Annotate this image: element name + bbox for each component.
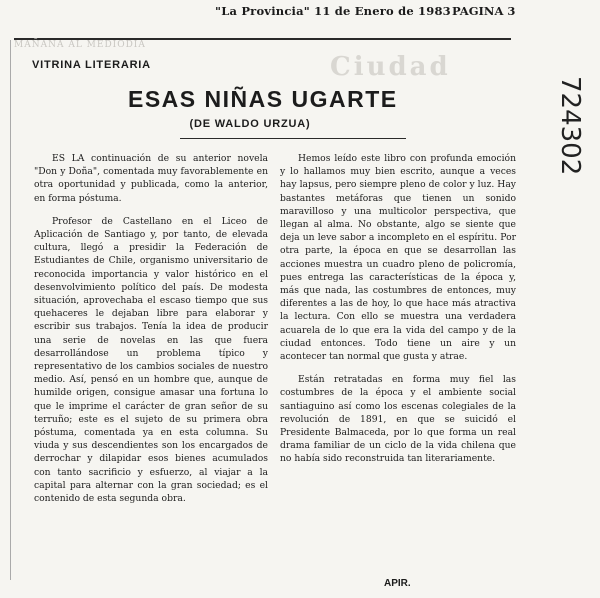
section-label: VITRINA LITERARIA xyxy=(32,59,151,71)
page-number-label: PAGINA 3 xyxy=(452,4,516,18)
article-title: ESAS NIÑAS UGARTE xyxy=(128,86,398,112)
left-border-rule xyxy=(10,40,11,580)
article-left-column xyxy=(34,152,268,515)
article-byline: (DE WALDO URZUA) xyxy=(189,118,311,130)
handwritten-catalog-number xyxy=(532,72,585,212)
faded-bleed-stamp: Ciudad xyxy=(330,52,451,82)
left-paragraph-2: Profesor de Castellano en el Liceo de Aplicación de Santiago y, por tanto, de elevada cultura, llegó a presidir la Federación de Estudiantes de Chile, organismo universitario de reconocida importancia y valor histórico en el desenvolvimiento político del país. De modesta situación, aprovechaba el escaso tiempo que sus quehaceres le dejaban libre para elaborar y escribir sus trabajos. Tenía la idea de producir una serie de novelas en las que fuera desarrollándose un problema típico y representativo de los cambios sociales de nuestro medio. Así, pensó en un hombre que, aunque de humilde origen, consigue amasar una fortuna lo que le imprime el carácter de gran señor de su terruño; este es el sujeto de su primera obra póstuma, comentada ya en esta columna. Su viuda y sus descendientes son los encargados de derrochar y dilapidar esos bienes acumulados con tanto sacrificio y esfuerzo, al viajar a la capital para alternar con la gran sociedad; es el contenido de esta segunda obra. xyxy=(34,215,268,505)
left-paragraph-1: ES LA continuación de su anterior novela "Don y Doña", comentada muy favorablemente en otra oportunidad y publicada, como la anterior, en forma póstuma. xyxy=(34,153,268,204)
publication-date-header: "La Provincia" 11 de Enero de 1983 xyxy=(215,4,451,18)
right-paragraph-1: Hemos leído este libro con profunda emoción y lo hallamos muy bien escrito, aunque a veces hay lapsus, pero siempre pleno de color y luz. Hay bastantes metáforas que tienen un sonido maravilloso y una multicolor perspectiva, que llegan al alma. No obstante, algo se siente que deja un leve sabor a incompleto en el espíritu. Por otra parte, la época en que se desarrollan las acciones muestra un cuadro pleno de policromía, pues entrega las características de la época y, más que nada, las costumbres de entonces, muy diferentes a las de hoy, lo que hace más atractiva la lectura. Con ello se muestra una verdadera acuarela de lo que era la vida del campo y de la ciudad entonces. Todo tiene un aire y un acontecer tan normal que gusta y atrae. xyxy=(280,153,516,363)
title-underline xyxy=(180,138,406,139)
article-right-column xyxy=(280,152,516,476)
right-paragraph-2: Están retratadas en forma muy fiel las costumbres de la época y el ambiente social santiaguino así como los escenas colegiales de la revolución de 1891, en que se suicidó el Presidente Balmaceda, por lo que forma un real drama familiar de un ciclo de la vida chilena que no había sido reconstruida tan literariamente. xyxy=(280,374,516,465)
handwritten-number-text: 724302 xyxy=(555,76,585,176)
article-signature: APIR. xyxy=(384,578,411,589)
faded-bleed-text: MAÑANA AL MEDIODIA xyxy=(14,40,146,50)
